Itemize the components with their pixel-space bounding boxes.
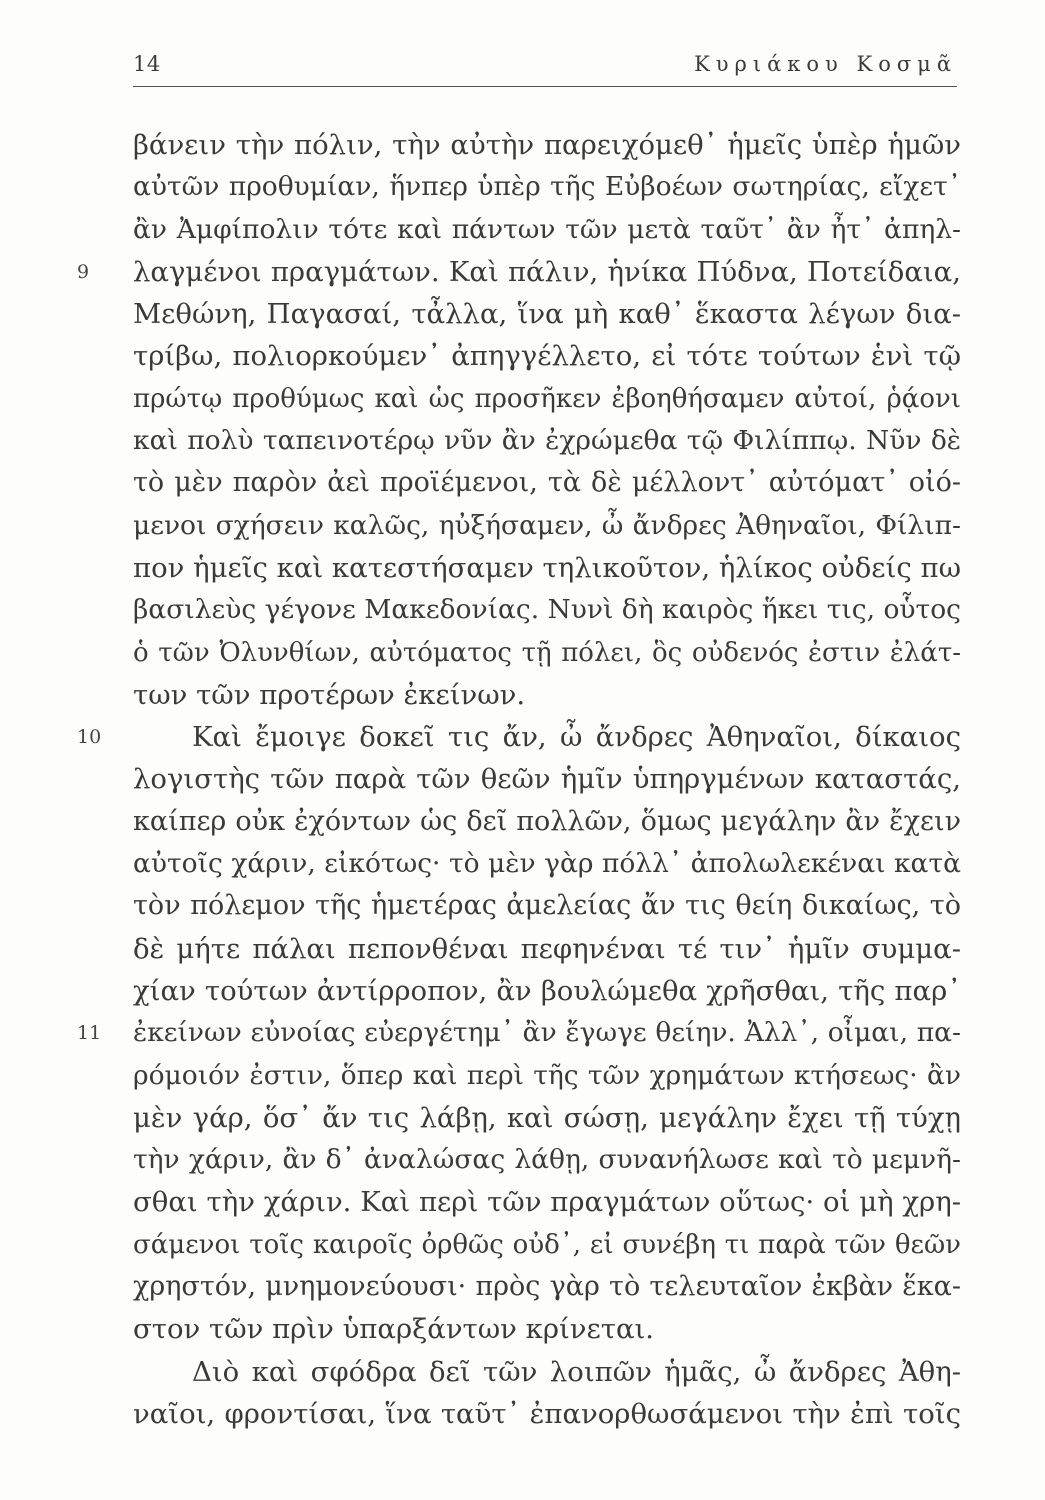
section-number-11: 11 (77, 1022, 102, 1045)
text-line: μενοι σχήσειν καλῶς, ηὐξήσαμεν, ὦ ἄνδρες Ἀθηναῖοι, Φίλιπ- (133, 509, 961, 541)
text-line: ὁ τῶν Ὀλυνθίων, αὐτόματος τῇ πόλει, ὃς οὐδενός ἐστιν ἐλάτ- (133, 637, 961, 668)
text-line (77, 251, 961, 293)
text-line: Διὸ καὶ σφόδρα δεῖ τῶν λοιπῶν ἡμᾶς, ὦ ἄνδρες Ἀθη- (192, 1355, 961, 1388)
text-line: καὶ πολὺ ταπεινοτέρῳ νῦν ἂν ἐχρώμεθα τῷ Φιλίππῳ. Νῦν δὲ (133, 425, 961, 457)
text-line: ἂν Ἀμφίπολιν τότε καὶ πάντων τῶν μετὰ ταῦτ᾽ ἂν ἦτ᾽ ἀπηλ- (133, 213, 961, 245)
text-line: των τῶν προτέρων ἐκείνων. (133, 678, 526, 711)
text-line: βάνειν τὴν πόλιν, τὴν αὐτὴν παρειχόμεθ᾽ ἡμεῖς ὑπὲρ ἡμῶν (133, 129, 961, 161)
text-line: τὸ μὲν παρὸν ἀεὶ προϊέμενοι, τὰ δὲ μέλλοντ᾽ αὐτόματ᾽ οἰό- (133, 467, 961, 499)
text-line: στον τῶν πρὶν ὑπαρξάντων κρίνεται. (133, 1313, 655, 1346)
text-line-content: Καὶ ἔμοιγε δοκεῖ τις ἄν, ὦ ἄνδρες Ἀθηναῖοι, δίκαιος (192, 721, 961, 754)
text-line: τρίβω, πολιορκούμεν᾽ ἀπηγγέλλετο, εἰ τότε τούτων ἑνὶ τῷ (133, 340, 961, 373)
text-line (77, 716, 961, 758)
text-line: χρηστόν, μνημονεύουσι· πρὸς γὰρ τὸ τελευταῖον ἐκβὰν ἕκα- (133, 1271, 961, 1303)
text-line: Μεθώνη, Παγασαί, τἆλλα, ἵνα μὴ καθ᾽ ἕκαστα λέγων δια- (133, 298, 961, 331)
text-line: αὐτῶν προθυμίαν, ἥνπερ ὑπὲρ τῆς Εὐβοέων σωτηρίας, εἴχετ᾽ (133, 171, 961, 203)
text-line: βασιλεὺς γέγονε Μακεδονίας. Νυνὶ δὴ καιρὸς ἥκει τις, οὗτος (133, 594, 961, 626)
text-line: αὐτοῖς χάριν, εἰκότως· τὸ μὲν γὰρ πόλλ᾽ ἀπολωλεκέναι κατὰ (133, 848, 961, 880)
text-line: σθαι τὴν χάριν. Καὶ περὶ τῶν πραγμάτων οὕτως· οἱ μὴ χρη- (133, 1186, 961, 1219)
text-line (77, 1012, 961, 1054)
section-number-10: 10 (77, 726, 102, 749)
page-header (133, 50, 957, 87)
running-head: Κυριάκου Κοσμᾶ (694, 52, 957, 76)
text-line: ρόμοιόν ἐστιν, ὅπερ καὶ περὶ τῆς τῶν χρημάτων κτήσεως· ἂν (133, 1059, 961, 1091)
body-text (77, 124, 961, 1435)
text-line: δὲ μήτε πάλαι πεπονθέναι πεφηνέναι τέ τιν᾽ ἡμῖν συμμα- (133, 932, 961, 965)
text-line: καίπερ οὐκ ἐχόντων ὡς δεῖ πολλῶν, ὅμως μεγάλην ἂν ἔχειν (133, 805, 961, 837)
text-line: μὲν γάρ, ὅσ᾽ ἄν τις λάβῃ, καὶ σώσῃ, μεγάλην ἔχει τῇ τύχῃ (133, 1101, 961, 1134)
text-line-content: ἐκείνων εὐνοίας εὐεργέτημ᾽ ἂν ἔγωγε θείην. Ἀλλ᾽, οἶμαι, πα- (133, 1017, 961, 1049)
text-line-content: λαγμένοι πραγμάτων. Καὶ πάλιν, ἡνίκα Πύδνα, Ποτείδαια, (133, 255, 961, 288)
text-line: πον ἡμεῖς καὶ κατεστήσαμεν τηλικοῦτον, ἡλίκος οὐδείς πω (133, 551, 961, 584)
text-line: χίαν τούτων ἀντίρροπον, ἂν βουλώμεθα χρῆσθαι, τῆς παρ᾽ (133, 974, 961, 1007)
text-line: λογιστὴς τῶν παρὰ τῶν θεῶν ἡμῖν ὑπηργμένων καταστάς, (133, 763, 961, 796)
text-line: τὴν χάριν, ἂν δ᾽ ἀναλώσας λάθῃ, συνανήλωσε καὶ τὸ μεμνῆ- (133, 1144, 961, 1176)
page-number: 14 (133, 52, 161, 76)
text-line: τὸν πόλεμον τῆς ἡμετέρας ἀμελείας ἄν τις θείη δικαίως, τὸ (133, 890, 961, 922)
text-line: ναῖοι, φροντίσαι, ἵνα ταῦτ᾽ ἐπανορθωσάμενοι τὴν ἐπὶ τοῖς (133, 1397, 961, 1430)
text-line: σάμενοι τοῖς καιροῖς ὀρθῶς οὐδ᾽, εἰ συνέβη τι παρὰ τῶν θεῶν (133, 1229, 961, 1260)
section-number-9: 9 (77, 260, 90, 283)
text-line: πρώτῳ προθύμως καὶ ὡς προσῆκεν ἐβοηθήσαμεν αὐτοί, ῥᾴονι (133, 383, 961, 414)
